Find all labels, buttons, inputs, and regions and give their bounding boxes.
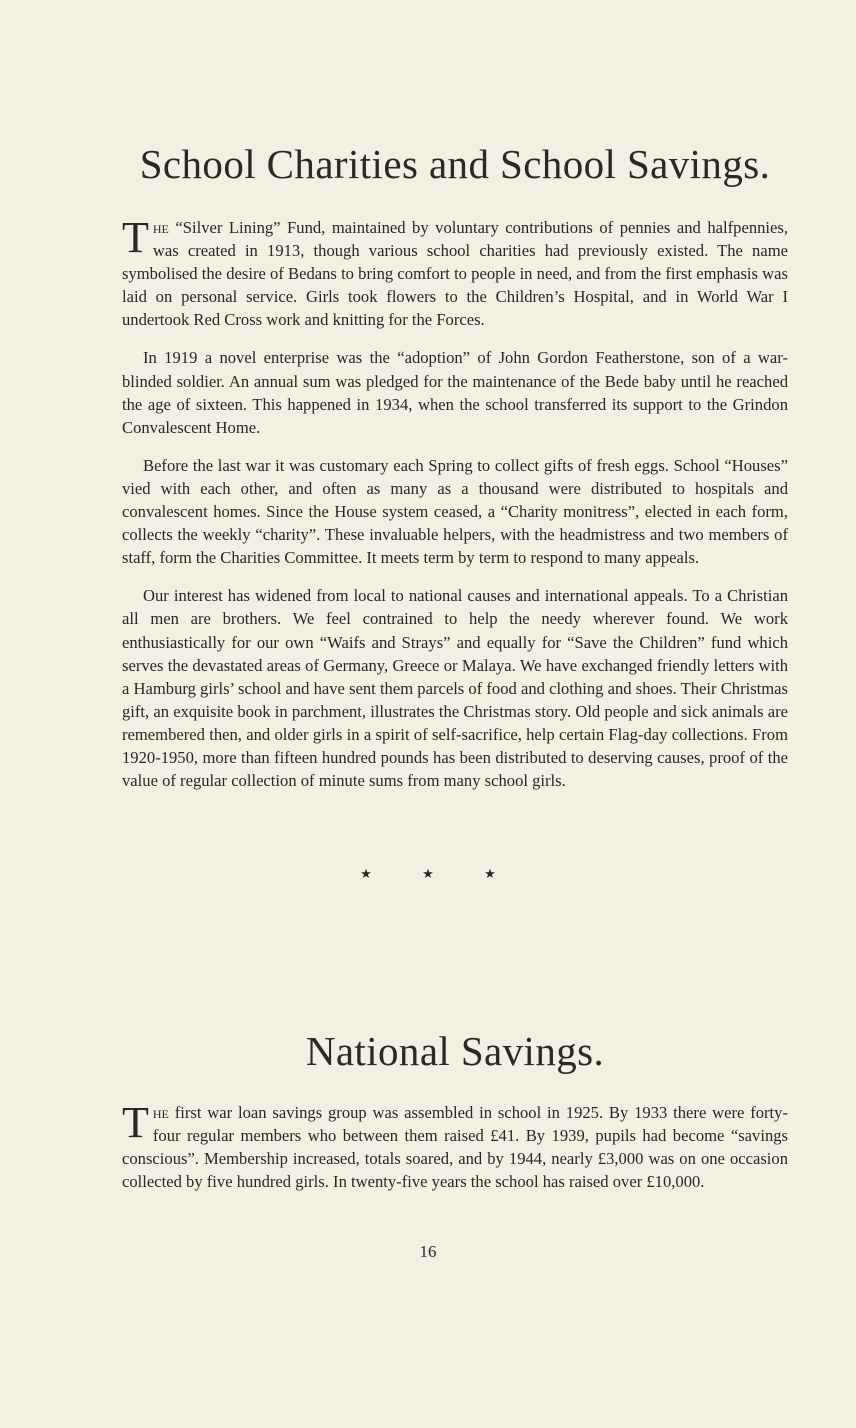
page-number: 16 xyxy=(419,1242,437,1261)
paragraph-war-loan-savings: T he first war loan savings group was assembled in school in 1925. By 1933 there were forty-four regular members who between them raised £41. By 1939, pupils had become “savings conscious”. Membership increased, totals soared, and by 1944, nearly £3,000 was on one occasion collected by five hundred girls. In twenty-five years the school has raised over £10,000. xyxy=(122,1098,788,1192)
paragraph-fresh-eggs: Before the last war it was customary each Spring to collect gifts of fresh eggs. School “Houses” vied with each other, and often as many as a thousand were distributed to hospitals and convalescent homes. Since the House system ceased, a “Charity monitress”, elected in each form, collects the weekly “charity”. These invaluable helpers, with the headmistress and two members of staff, form the Charities Committee. It meets term by term to respond to many appeals. xyxy=(122,455,788,568)
section-title: National Savings. xyxy=(305,1028,605,1074)
separator-star: ★ xyxy=(360,866,372,881)
paragraph-silver-lining: T he “Silver Lining” Fund, maintained by voluntary contributions of pennies and halfpennies, was created in 1913, though various school charities had previously existed. The name symbolised the desire of Bedans to bring comfort to people in need, and from the first emphasis was laid on personal service. Girls took flowers to the Children’s Hospital, and in World War I undertook Red Cross work and knitting for the Forces. xyxy=(122,213,788,330)
section-national-savings xyxy=(122,1027,788,1193)
paragraph-text: first war loan savings group was assembled in school in 1925. By 1933 there were forty-four regular members who between them raised £41. By 1939, pupils had become “savings conscious”. Membership increased, totals soared, and by 1944, nearly £3,000 was on one occasion collected by five hundred girls. In twenty-five years the school has raised over £10,000. xyxy=(122,1103,788,1192)
separator-star: ★ xyxy=(484,866,496,881)
section-school-charities xyxy=(122,140,788,792)
paragraph-adoption: In 1919 a novel enterprise was the “adoption” of John Gordon Featherstone, son of a war-blinded soldier. An annual sum was pledged for the maintenance of the Bede baby until he reached the age of sixteen. This happened in 1934, when the school transferred its support to the Grindon Convalescent Home. xyxy=(122,348,788,437)
small-caps-lead: he xyxy=(152,218,169,237)
separator-star: ★ xyxy=(422,866,434,881)
small-caps-lead: he xyxy=(152,1103,169,1122)
section-separator xyxy=(0,866,856,882)
paragraph-text: “Silver Lining” Fund, maintained by voluntary contributions of pennies and halfpennies, was created in 1913, though various school charities had previously existed. The name symbolised the desire of Bedans to bring comfort to people in need, and from the first emphasis was laid on personal service. Girls took flowers to the Children’s Hospital, and in World War I undertook Red Cross work and knitting for the Forces. xyxy=(122,218,788,330)
section-title: School Charities and School Savings. xyxy=(139,141,771,187)
paragraph-international-appeals: Our interest has widened from local to national causes and international appeals. To a Christian all men are brothers. We feel contrained to help the needy wherever found. We work enthusiastically for our own “Waifs and Strays” and equally for “Save the Children” fund which serves the devastated areas of Germany, Greece or Malaya. We have exchanged friendly letters with a Hamburg girls’ school and have sent them parcels of food and clothing and shoes. Their Christmas gift, an exquisite book in parchment, illustrates the Christmas story. Old people and sick animals are remembered then, and older girls in a spirit of self-sacrifice, help certain Flag-day collections. From 1920-1950, more than fifteen hundred pounds has been distributed to deserving causes, proof of the value of regular collection of minute sums from many school girls. xyxy=(122,586,788,791)
